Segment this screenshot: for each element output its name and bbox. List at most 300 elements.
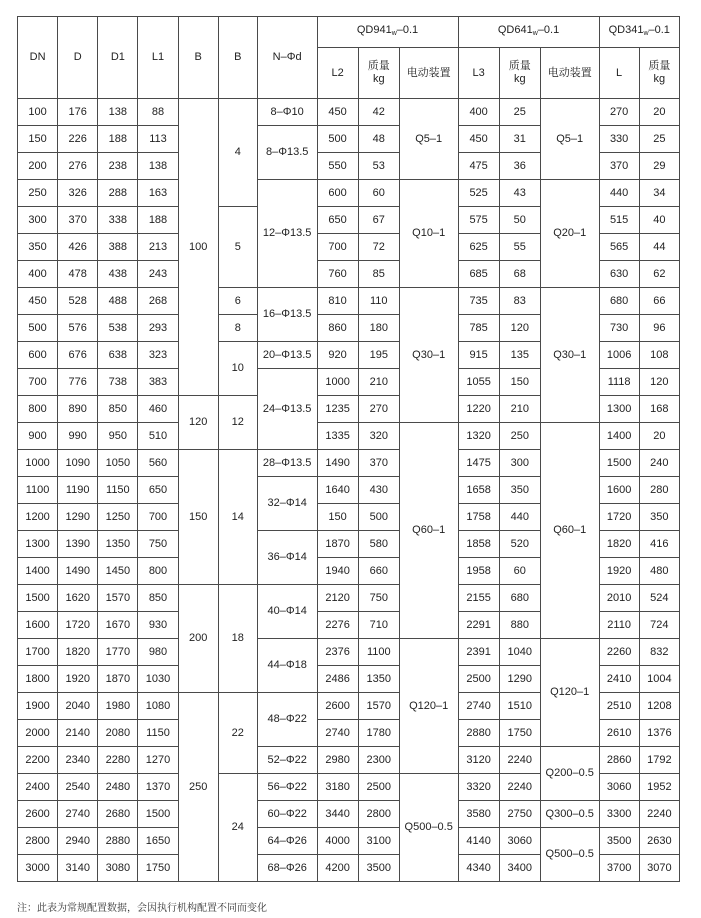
cell-mass-941: 42 xyxy=(358,99,399,126)
cell-d: 2040 xyxy=(58,693,98,720)
cell-dn: 150 xyxy=(18,126,58,153)
cell-mass-641: 68 xyxy=(499,261,540,288)
cell-b2: 10 xyxy=(218,342,257,396)
cell-actuator-941: Q5–1 xyxy=(399,99,458,180)
cell-l1: 1270 xyxy=(138,747,178,774)
cell-l: 370 xyxy=(599,153,639,180)
cell-mass-641: 1510 xyxy=(499,693,540,720)
cell-mass-941: 320 xyxy=(358,423,399,450)
cell-l3: 1958 xyxy=(458,558,499,585)
cell-l3: 3120 xyxy=(458,747,499,774)
cell-d: 1820 xyxy=(58,639,98,666)
cell-mass-341: 280 xyxy=(639,477,679,504)
cell-d1: 2880 xyxy=(98,828,138,855)
cell-l3: 525 xyxy=(458,180,499,207)
cell-mass-641: 50 xyxy=(499,207,540,234)
cell-mass-641: 31 xyxy=(499,126,540,153)
cell-mass-341: 2630 xyxy=(639,828,679,855)
cell-n-phi-d: 64–Φ26 xyxy=(257,828,317,855)
cell-mass-641: 2240 xyxy=(499,774,540,801)
cell-mass-941: 270 xyxy=(358,396,399,423)
cell-mass-941: 3500 xyxy=(358,855,399,882)
cell-l2: 700 xyxy=(317,234,358,261)
cell-l1: 800 xyxy=(138,558,178,585)
cell-dn: 400 xyxy=(18,261,58,288)
cell-b2: 18 xyxy=(218,585,257,693)
cell-mass-341: 168 xyxy=(639,396,679,423)
cell-mass-941: 580 xyxy=(358,531,399,558)
cell-mass-641: 250 xyxy=(499,423,540,450)
cell-mass-641: 520 xyxy=(499,531,540,558)
cell-mass-341: 1376 xyxy=(639,720,679,747)
cell-dn: 100 xyxy=(18,99,58,126)
cell-l: 1006 xyxy=(599,342,639,369)
cell-mass-941: 1100 xyxy=(358,639,399,666)
cell-d1: 138 xyxy=(98,99,138,126)
cell-d1: 2480 xyxy=(98,774,138,801)
qd941-tail: –0.1 xyxy=(396,24,419,36)
cell-mass-341: 1792 xyxy=(639,747,679,774)
qd641-tail: –0.1 xyxy=(537,24,560,36)
cell-d: 1720 xyxy=(58,612,98,639)
cell-d: 226 xyxy=(58,126,98,153)
cell-l: 3700 xyxy=(599,855,639,882)
header-l3: L3 xyxy=(458,48,499,99)
cell-d1: 1570 xyxy=(98,585,138,612)
header-actuator-641: 电动装置 xyxy=(540,48,599,99)
cell-d: 990 xyxy=(58,423,98,450)
cell-d: 676 xyxy=(58,342,98,369)
cell-l: 2410 xyxy=(599,666,639,693)
cell-l: 1400 xyxy=(599,423,639,450)
cell-l1: 88 xyxy=(138,99,178,126)
mass-label: 质量 xyxy=(508,60,531,72)
cell-d1: 538 xyxy=(98,315,138,342)
cell-n-phi-d: 48–Φ22 xyxy=(257,693,317,747)
cell-dn: 3000 xyxy=(18,855,58,882)
cell-dn: 1400 xyxy=(18,558,58,585)
cell-mass-941: 430 xyxy=(358,477,399,504)
cell-d: 3140 xyxy=(58,855,98,882)
spec-table-body xyxy=(18,99,680,882)
cell-l3: 2155 xyxy=(458,585,499,612)
cell-l2: 550 xyxy=(317,153,358,180)
cell-b2: 4 xyxy=(218,99,257,207)
cell-l2: 1870 xyxy=(317,531,358,558)
cell-l2: 1000 xyxy=(317,369,358,396)
cell-d1: 288 xyxy=(98,180,138,207)
cell-d1: 1350 xyxy=(98,531,138,558)
cell-l3: 400 xyxy=(458,99,499,126)
cell-l3: 625 xyxy=(458,234,499,261)
cell-mass-341: 1952 xyxy=(639,774,679,801)
cell-mass-941: 1350 xyxy=(358,666,399,693)
cell-d1: 1980 xyxy=(98,693,138,720)
cell-d: 576 xyxy=(58,315,98,342)
cell-n-phi-d: 8–Φ10 xyxy=(257,99,317,126)
cell-l: 2610 xyxy=(599,720,639,747)
cell-mass-341: 524 xyxy=(639,585,679,612)
cell-l2: 860 xyxy=(317,315,358,342)
cell-b1: 200 xyxy=(178,585,218,693)
cell-l3: 1320 xyxy=(458,423,499,450)
header-mass-941 xyxy=(358,48,399,99)
cell-dn: 1000 xyxy=(18,450,58,477)
cell-d1: 3080 xyxy=(98,855,138,882)
cell-mass-641: 60 xyxy=(499,558,540,585)
cell-d: 1490 xyxy=(58,558,98,585)
cell-mass-641: 2240 xyxy=(499,747,540,774)
cell-b2: 14 xyxy=(218,450,257,585)
cell-mass-641: 300 xyxy=(499,450,540,477)
cell-b2: 24 xyxy=(218,774,257,882)
cell-n-phi-d: 56–Φ22 xyxy=(257,774,317,801)
footnote: 注：此表为常规配置数据，会因执行机构配置不同而变化 xyxy=(17,903,267,914)
cell-b2: 22 xyxy=(218,693,257,774)
header-l1: L1 xyxy=(138,17,178,99)
cell-l: 1920 xyxy=(599,558,639,585)
cell-l2: 1335 xyxy=(317,423,358,450)
cell-b1: 250 xyxy=(178,693,218,882)
cell-d: 2540 xyxy=(58,774,98,801)
cell-l2: 1235 xyxy=(317,396,358,423)
cell-mass-341: 25 xyxy=(639,126,679,153)
header-l2: L2 xyxy=(317,48,358,99)
cell-mass-941: 750 xyxy=(358,585,399,612)
cell-l: 440 xyxy=(599,180,639,207)
cell-dn: 1900 xyxy=(18,693,58,720)
cell-d: 2340 xyxy=(58,747,98,774)
cell-actuator-641: Q20–1 xyxy=(540,180,599,288)
cell-n-phi-d: 40–Φ14 xyxy=(257,585,317,639)
header-mass-641 xyxy=(499,48,540,99)
cell-d: 276 xyxy=(58,153,98,180)
cell-mass-941: 3100 xyxy=(358,828,399,855)
cell-l2: 2120 xyxy=(317,585,358,612)
cell-dn: 1600 xyxy=(18,612,58,639)
cell-b2: 6 xyxy=(218,288,257,315)
cell-l2: 4000 xyxy=(317,828,358,855)
header-dn: DN xyxy=(18,17,58,99)
cell-dn: 250 xyxy=(18,180,58,207)
cell-mass-941: 2500 xyxy=(358,774,399,801)
cell-mass-941: 210 xyxy=(358,369,399,396)
cell-actuator-641: Q120–1 xyxy=(540,639,599,747)
cell-d1: 638 xyxy=(98,342,138,369)
cell-mass-341: 62 xyxy=(639,261,679,288)
cell-mass-941: 500 xyxy=(358,504,399,531)
cell-l2: 2486 xyxy=(317,666,358,693)
cell-l1: 1370 xyxy=(138,774,178,801)
cell-l: 1500 xyxy=(599,450,639,477)
cell-l: 565 xyxy=(599,234,639,261)
cell-b2: 12 xyxy=(218,396,257,450)
cell-d: 1620 xyxy=(58,585,98,612)
cell-n-phi-d: 32–Φ14 xyxy=(257,477,317,531)
cell-l1: 1080 xyxy=(138,693,178,720)
cell-l3: 1858 xyxy=(458,531,499,558)
cell-d: 528 xyxy=(58,288,98,315)
cell-n-phi-d: 60–Φ22 xyxy=(257,801,317,828)
cell-l2: 4200 xyxy=(317,855,358,882)
cell-l2: 650 xyxy=(317,207,358,234)
cell-l1: 188 xyxy=(138,207,178,234)
mass-label: 质量 xyxy=(648,60,671,72)
cell-mass-641: 350 xyxy=(499,477,540,504)
cell-d: 1290 xyxy=(58,504,98,531)
header-qd941 xyxy=(317,17,458,48)
cell-l1: 750 xyxy=(138,531,178,558)
cell-dn: 350 xyxy=(18,234,58,261)
cell-mass-941: 195 xyxy=(358,342,399,369)
cell-l: 1600 xyxy=(599,477,639,504)
cell-l1: 1150 xyxy=(138,720,178,747)
cell-dn: 500 xyxy=(18,315,58,342)
cell-l1: 930 xyxy=(138,612,178,639)
cell-l2: 2600 xyxy=(317,693,358,720)
cell-d1: 950 xyxy=(98,423,138,450)
table-row xyxy=(18,423,680,450)
table-row xyxy=(18,180,680,207)
cell-d1: 850 xyxy=(98,396,138,423)
cell-actuator-641: Q500–0.5 xyxy=(540,828,599,882)
cell-l1: 510 xyxy=(138,423,178,450)
cell-d1: 1770 xyxy=(98,639,138,666)
cell-l3: 685 xyxy=(458,261,499,288)
cell-d1: 1250 xyxy=(98,504,138,531)
cell-l1: 460 xyxy=(138,396,178,423)
cell-l1: 323 xyxy=(138,342,178,369)
cell-d1: 238 xyxy=(98,153,138,180)
cell-actuator-941: Q500–0.5 xyxy=(399,774,458,882)
header-actuator-941: 电动装置 xyxy=(399,48,458,99)
cell-d: 176 xyxy=(58,99,98,126)
cell-mass-641: 25 xyxy=(499,99,540,126)
cell-l2: 2740 xyxy=(317,720,358,747)
cell-mass-641: 680 xyxy=(499,585,540,612)
cell-dn: 2800 xyxy=(18,828,58,855)
cell-mass-941: 110 xyxy=(358,288,399,315)
cell-l3: 2500 xyxy=(458,666,499,693)
cell-l3: 915 xyxy=(458,342,499,369)
cell-d1: 488 xyxy=(98,288,138,315)
cell-actuator-941: Q120–1 xyxy=(399,639,458,774)
cell-dn: 1200 xyxy=(18,504,58,531)
cell-l: 3300 xyxy=(599,801,639,828)
cell-l2: 920 xyxy=(317,342,358,369)
cell-d: 478 xyxy=(58,261,98,288)
cell-mass-641: 120 xyxy=(499,315,540,342)
cell-l: 3500 xyxy=(599,828,639,855)
cell-mass-341: 1208 xyxy=(639,693,679,720)
cell-actuator-641: Q60–1 xyxy=(540,423,599,639)
cell-mass-341: 40 xyxy=(639,207,679,234)
cell-n-phi-d: 16–Φ13.5 xyxy=(257,288,317,342)
cell-actuator-641: Q5–1 xyxy=(540,99,599,180)
cell-l: 270 xyxy=(599,99,639,126)
cell-d1: 388 xyxy=(98,234,138,261)
cell-d: 1190 xyxy=(58,477,98,504)
cell-l: 515 xyxy=(599,207,639,234)
cell-mass-641: 1750 xyxy=(499,720,540,747)
mass-label: 质量 xyxy=(367,60,390,72)
cell-mass-641: 2750 xyxy=(499,801,540,828)
cell-l2: 2376 xyxy=(317,639,358,666)
cell-mass-341: 480 xyxy=(639,558,679,585)
cell-actuator-941: Q60–1 xyxy=(399,423,458,639)
cell-dn: 1500 xyxy=(18,585,58,612)
cell-dn: 2200 xyxy=(18,747,58,774)
header-mass-341 xyxy=(639,48,679,99)
cell-d1: 738 xyxy=(98,369,138,396)
cell-mass-641: 440 xyxy=(499,504,540,531)
qd341-sub: w xyxy=(643,30,649,37)
cell-l1: 243 xyxy=(138,261,178,288)
header-row-1 xyxy=(18,17,680,48)
cell-l1: 113 xyxy=(138,126,178,153)
cell-l3: 1758 xyxy=(458,504,499,531)
cell-mass-341: 240 xyxy=(639,450,679,477)
table-row xyxy=(18,747,680,774)
cell-l1: 700 xyxy=(138,504,178,531)
cell-l3: 450 xyxy=(458,126,499,153)
cell-dn: 2000 xyxy=(18,720,58,747)
cell-l2: 450 xyxy=(317,99,358,126)
cell-d: 2940 xyxy=(58,828,98,855)
cell-dn: 1300 xyxy=(18,531,58,558)
cell-l: 730 xyxy=(599,315,639,342)
qd941-base: QD941 xyxy=(356,24,392,36)
cell-l1: 1500 xyxy=(138,801,178,828)
cell-l1: 650 xyxy=(138,477,178,504)
cell-l3: 2291 xyxy=(458,612,499,639)
cell-mass-341: 20 xyxy=(639,423,679,450)
cell-l1: 1750 xyxy=(138,855,178,882)
cell-d1: 1450 xyxy=(98,558,138,585)
cell-dn: 700 xyxy=(18,369,58,396)
cell-dn: 450 xyxy=(18,288,58,315)
cell-l3: 3580 xyxy=(458,801,499,828)
cell-dn: 600 xyxy=(18,342,58,369)
header-qd641 xyxy=(458,17,599,48)
cell-mass-341: 832 xyxy=(639,639,679,666)
cell-mass-341: 120 xyxy=(639,369,679,396)
cell-d1: 438 xyxy=(98,261,138,288)
cell-l: 1820 xyxy=(599,531,639,558)
cell-l2: 500 xyxy=(317,126,358,153)
cell-mass-341: 2240 xyxy=(639,801,679,828)
cell-l2: 3440 xyxy=(317,801,358,828)
cell-d1: 2280 xyxy=(98,747,138,774)
cell-mass-941: 60 xyxy=(358,180,399,207)
qd341-tail: –0.1 xyxy=(648,24,670,36)
header-n-phi-d: N–Φd xyxy=(257,17,317,99)
cell-l3: 785 xyxy=(458,315,499,342)
cell-l3: 1055 xyxy=(458,369,499,396)
cell-d1: 1870 xyxy=(98,666,138,693)
cell-mass-341: 724 xyxy=(639,612,679,639)
cell-mass-341: 20 xyxy=(639,99,679,126)
table-row xyxy=(18,99,680,126)
cell-mass-641: 135 xyxy=(499,342,540,369)
cell-d: 1090 xyxy=(58,450,98,477)
valve-spec-table xyxy=(17,16,680,882)
cell-mass-641: 3060 xyxy=(499,828,540,855)
cell-mass-941: 660 xyxy=(358,558,399,585)
header-d1: D1 xyxy=(98,17,138,99)
cell-mass-941: 53 xyxy=(358,153,399,180)
cell-n-phi-d: 44–Φ18 xyxy=(257,639,317,693)
cell-mass-641: 1040 xyxy=(499,639,540,666)
cell-b2: 8 xyxy=(218,315,257,342)
cell-l3: 4140 xyxy=(458,828,499,855)
cell-l2: 810 xyxy=(317,288,358,315)
cell-l: 1300 xyxy=(599,396,639,423)
cell-mass-941: 2800 xyxy=(358,801,399,828)
cell-dn: 900 xyxy=(18,423,58,450)
cell-l1: 850 xyxy=(138,585,178,612)
table-row xyxy=(18,288,680,315)
cell-d1: 2680 xyxy=(98,801,138,828)
cell-dn: 1800 xyxy=(18,666,58,693)
cell-d1: 1150 xyxy=(98,477,138,504)
cell-mass-641: 210 xyxy=(499,396,540,423)
cell-b1: 150 xyxy=(178,450,218,585)
cell-actuator-641: Q30–1 xyxy=(540,288,599,423)
qd941-sub: w xyxy=(391,30,397,37)
cell-l1: 293 xyxy=(138,315,178,342)
cell-d: 426 xyxy=(58,234,98,261)
cell-l3: 1658 xyxy=(458,477,499,504)
table-row xyxy=(18,801,680,828)
cell-dn: 1100 xyxy=(18,477,58,504)
mass-unit: kg xyxy=(372,73,385,85)
qd641-base: QD641 xyxy=(497,24,533,36)
cell-l: 630 xyxy=(599,261,639,288)
cell-d: 776 xyxy=(58,369,98,396)
cell-l3: 575 xyxy=(458,207,499,234)
cell-dn: 2600 xyxy=(18,801,58,828)
cell-d: 1920 xyxy=(58,666,98,693)
cell-mass-641: 83 xyxy=(499,288,540,315)
cell-mass-941: 710 xyxy=(358,612,399,639)
cell-mass-341: 34 xyxy=(639,180,679,207)
cell-mass-641: 880 xyxy=(499,612,540,639)
cell-dn: 800 xyxy=(18,396,58,423)
cell-mass-941: 1780 xyxy=(358,720,399,747)
cell-mass-341: 350 xyxy=(639,504,679,531)
cell-d1: 2080 xyxy=(98,720,138,747)
cell-l2: 600 xyxy=(317,180,358,207)
cell-n-phi-d: 8–Φ13.5 xyxy=(257,126,317,180)
qd341-base: QD341 xyxy=(608,24,644,36)
cell-d: 2140 xyxy=(58,720,98,747)
cell-l2: 3180 xyxy=(317,774,358,801)
cell-l2: 1640 xyxy=(317,477,358,504)
cell-d: 890 xyxy=(58,396,98,423)
cell-d1: 338 xyxy=(98,207,138,234)
cell-l: 1720 xyxy=(599,504,639,531)
cell-d1: 1670 xyxy=(98,612,138,639)
cell-mass-341: 96 xyxy=(639,315,679,342)
cell-b2: 5 xyxy=(218,207,257,288)
cell-l1: 383 xyxy=(138,369,178,396)
cell-mass-341: 1004 xyxy=(639,666,679,693)
cell-mass-341: 44 xyxy=(639,234,679,261)
cell-mass-641: 36 xyxy=(499,153,540,180)
cell-l: 330 xyxy=(599,126,639,153)
cell-l1: 1650 xyxy=(138,828,178,855)
